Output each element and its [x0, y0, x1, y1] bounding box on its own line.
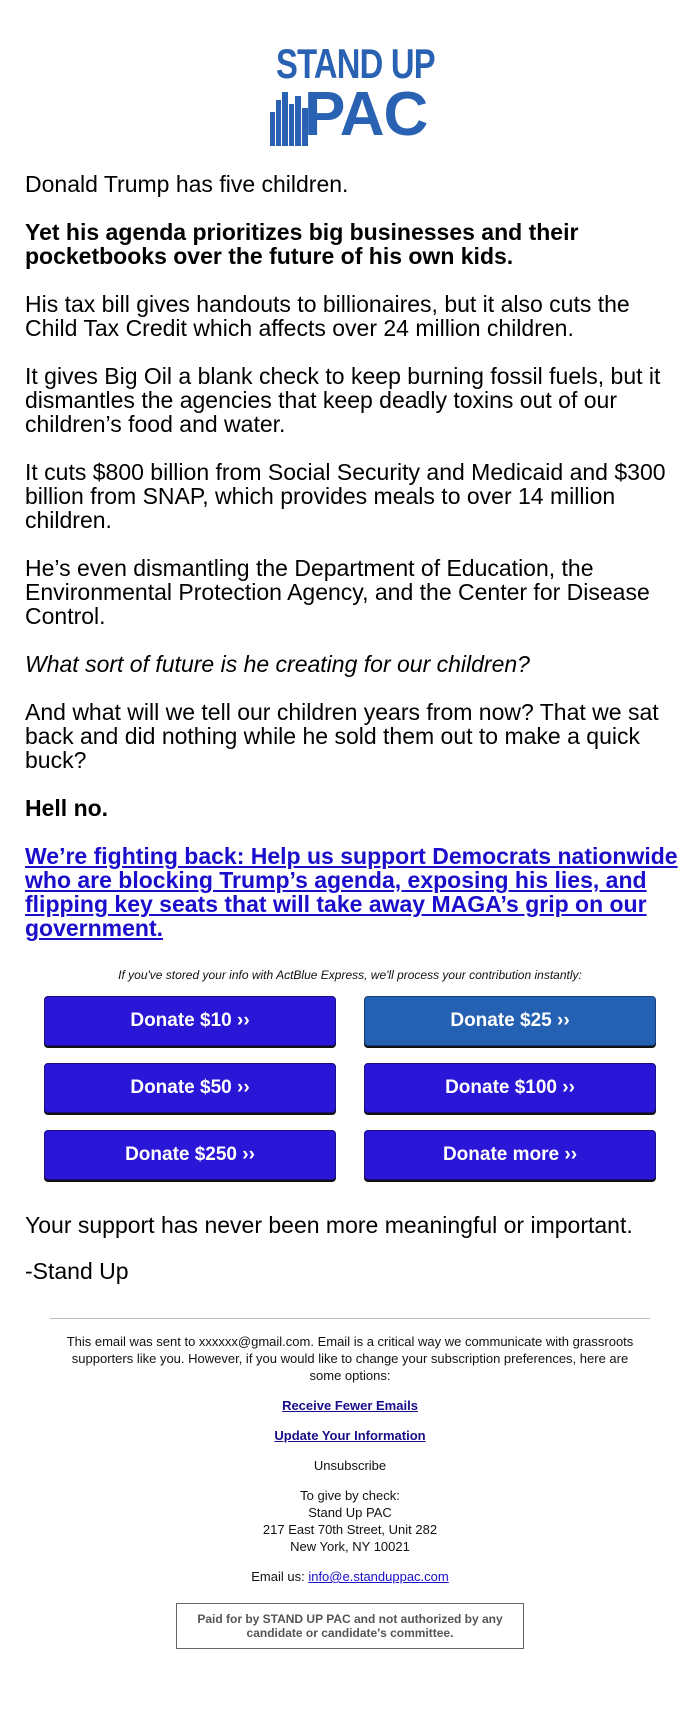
signature: -Stand Up — [25, 1258, 129, 1284]
city-address: New York, NY 10021 — [290, 1539, 410, 1554]
donate-10-button[interactable]: Donate $10 ›› — [44, 996, 336, 1046]
paragraph-dismantling: He’s even dismantling the Department of Education, the Environmental Protection Agency, and the Center for Disease Control. — [25, 555, 650, 629]
update-information-link[interactable]: Update Your Information — [274, 1428, 426, 1443]
mailing-address — [60, 1487, 640, 1555]
logo-line-2: PAC — [304, 80, 428, 149]
donate-25-button[interactable]: Donate $25 ›› — [364, 996, 656, 1046]
email-body — [25, 172, 680, 964]
footer — [60, 1333, 640, 1598]
fighting-back-link[interactable]: We’re fighting back: Help us support Democrats nationwide who are blocking Trump’s agenda, exposing his lies, and flipping key seats that will take away MAGA’s grip on our government. — [25, 843, 678, 941]
receive-fewer-emails-link[interactable]: Receive Fewer Emails — [282, 1398, 418, 1413]
actblue-note: If you've stored your info with ActBlue Express, we'll process your contribution instantly: — [118, 968, 582, 982]
paragraph-cuts: It cuts $800 billion from Social Security and Medicaid and $300 billion from SNAP, which provides meals to over 14 million children. — [25, 459, 666, 533]
email-contact — [60, 1568, 640, 1585]
paragraph-intro: Donald Trump has five children. — [25, 171, 349, 197]
support-message: Your support has never been more meaningful or important. — [25, 1212, 633, 1238]
paragraph-hell-no: Hell no. — [25, 795, 109, 821]
donate-100-button[interactable]: Donate $100 ›› — [364, 1063, 656, 1113]
unsubscribe-link[interactable]: Unsubscribe — [313, 1458, 387, 1473]
sent-to-notice: This email was sent to xxxxxx@gmail.com. Email is a critical way we communicate with grassroots supporters like you. However, if you would like to change your subscription preferences, here are some options: — [66, 1334, 634, 1383]
disclaimer-text: Paid for by STAND UP PAC and not authorized by any candidate or candidate's committee. — [197, 1612, 503, 1640]
paragraph-big-oil: It gives Big Oil a blank check to keep burning fossil fuels, but it dismantles the agencies that keep deadly toxins out of our children’s food and water. — [25, 363, 661, 437]
paragraph-tax-bill: His tax bill gives handouts to billionaires, but it also cuts the Child Tax Credit which affects over 24 million children. — [25, 291, 630, 341]
check-label: To give by check: — [300, 1488, 400, 1503]
paragraph-question: What sort of future is he creating for our children? — [25, 651, 530, 677]
paragraph-agenda: Yet his agenda prioritizes big businesses and their pocketbooks over the future of his own kids. — [25, 219, 579, 269]
street-address: 217 East 70th Street, Unit 282 — [262, 1522, 438, 1537]
stand-up-pac-logo — [270, 40, 435, 149]
closing — [25, 1212, 685, 1304]
footer-divider — [50, 1318, 650, 1319]
org-name: Stand Up PAC — [308, 1505, 392, 1520]
donate-250-button[interactable]: Donate $250 ›› — [44, 1130, 336, 1180]
contact-email-link[interactable]: info@e.standuppac.com — [308, 1569, 449, 1584]
logo-line-1: STAND UP — [276, 40, 435, 87]
paid-for-by-disclaimer — [176, 1603, 524, 1649]
donate-more-button[interactable]: Donate more ›› — [364, 1130, 656, 1180]
email-label: Email us: — [251, 1569, 309, 1584]
donate-50-button[interactable]: Donate $50 ›› — [44, 1063, 336, 1113]
paragraph-tell-children: And what will we tell our children years from now? That we sat back and did nothing while he sold them out to make a quick buck? — [25, 699, 659, 773]
